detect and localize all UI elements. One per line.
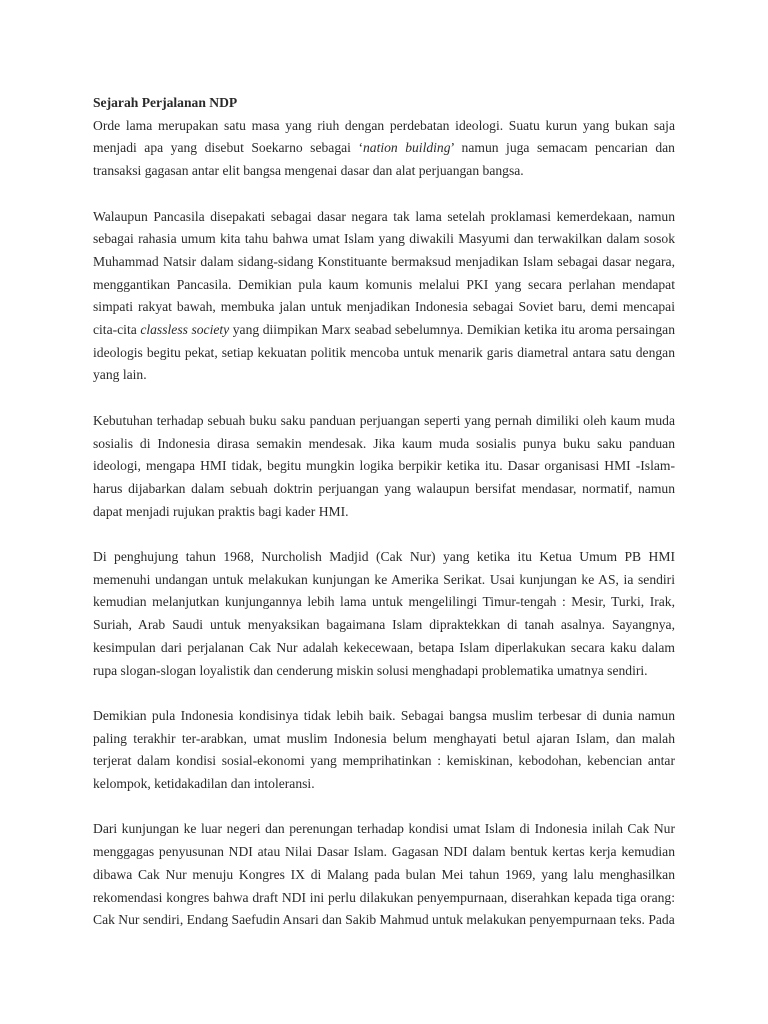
paragraph-5: Demikian pula Indonesia kondisinya tidak lebih baik. Sebagai bangsa muslim terbesar di dunia namun paling terakhir ter-arabkan, umat muslim Indonesia belum menghayati betul ajaran Islam, dan malah terjerat dalam kondisi sosial-ekonomi yang memprihatinkan : kemiskinan, kebodohan, kebencian antar kelompok, ketidakadilan dan intoleransi. [93, 707, 675, 792]
paragraph-2-text-a: Walaupun Pancasila disepakati sebagai dasar negara tak lama setelah proklamasi kemerdekaan, namun sebagai rahasia umum kita tahu bahwa umat Islam yang diwakili Masyumi dan terwakilkan dalam sosok Muhammad Natsir dalam sidang-sidang Konstituante bermaksud menjadikan Islam sebagai dasar negara, menggantikan Pancasila. Demikian pula kaum komunis melalui PKI yang secara perlahan mendapat simpati rakyat bawah, membuka jalan untuk menjadikan Indonesia sebagai Soviet baru, demi mencapai cita-cita [93, 208, 675, 338]
paragraph-2-text-b: yang diimpikan Marx seabad sebelumnya. Demikian ketika itu aroma persaingan ideologis begitu pekat, setiap kekuatan politik mencoba untuk menarik garis diametral antara satu dengan yang lain. [93, 322, 676, 383]
paragraph-3: Kebutuhan terhadap sebuah buku saku panduan perjuangan seperti yang pernah dimiliki oleh kaum muda sosialis di Indonesia dirasa semakin mendesak. Jika kaum muda sosialis punya buku saku panduan ideologi, mengapa HMI tidak, begitu mungkin logika berpikir ketika itu. Dasar organisasi HMI -Islam- harus dijabarkan dalam sebuah doktrin perjuangan yang walaupun bersifat mendasar, normatif, namun dapat menjadi rujukan praktis bagi kader HMI. [93, 412, 675, 519]
paragraph-1-text-a: Orde lama merupakan satu masa yang riuh dengan perdebatan ideologi. Suatu kurun yang bukan saja menjadi apa yang disebut Soekarno sebagai ‘ [93, 117, 675, 156]
paragraph-2 [93, 206, 675, 388]
paragraph-4: Di penghujung tahun 1968, Nurcholish Madjid (Cak Nur) yang ketika itu Ketua Umum PB HMI memenuhi undangan untuk melakukan kunjungan ke Amerika Serikat. Usai kunjungan ke AS, ia sendiri kemudian melanjutkan kunjungannya lebih lama untuk mengelilingi Timur-tengah : Mesir, Turki, Irak, Suriah, Arab Saudi untuk menyaksikan bagaimana Islam dipraktekkan di tanah asalnya. Sayangnya, kesimpulan dari perjalanan Cak Nur adalah kekecewaan, betapa Islam diperlakukan secara kaku dalam rupa slogan-slogan loyalistik dan cenderung miskin solusi menghadapi problematika umatnya sendiri. [93, 549, 675, 678]
document-title: Sejarah Perjalanan NDP [93, 95, 238, 110]
paragraph-1-emphasis: nation building [362, 140, 451, 156]
paragraph-2-emphasis: classless society [140, 322, 230, 338]
paragraph-1 [93, 115, 675, 183]
paragraph-6: Dari kunjungan ke luar negeri dan perenungan terhadap kondisi umat Islam di Indonesia inilah Cak Nur menggagas penyusunan NDI atau Nilai Dasar Islam. Gagasan NDI dalam bentuk kertas kerja kemudian dibawa Cak Nur menuju Kongres IX di Malang pada bulan Mei tahun 1969, yang lalu menghasilkan rekomendasi kongres bahwa draft NDI ini perlu dilakukan penyempurnaan, diserahkan kepada tiga orang: Cak Nur sendiri, Endang Saefudin Ansari dan Sakib Mahmud untuk melakukan penyempurnaan teks. Pada [93, 821, 675, 928]
document-body [93, 92, 675, 955]
paragraph-1-text-b: ’ namun juga semacam pencarian dan transaksi gagasan antar elit bangsa mengenai dasar dan alat perjuangan bangsa. [93, 140, 675, 179]
